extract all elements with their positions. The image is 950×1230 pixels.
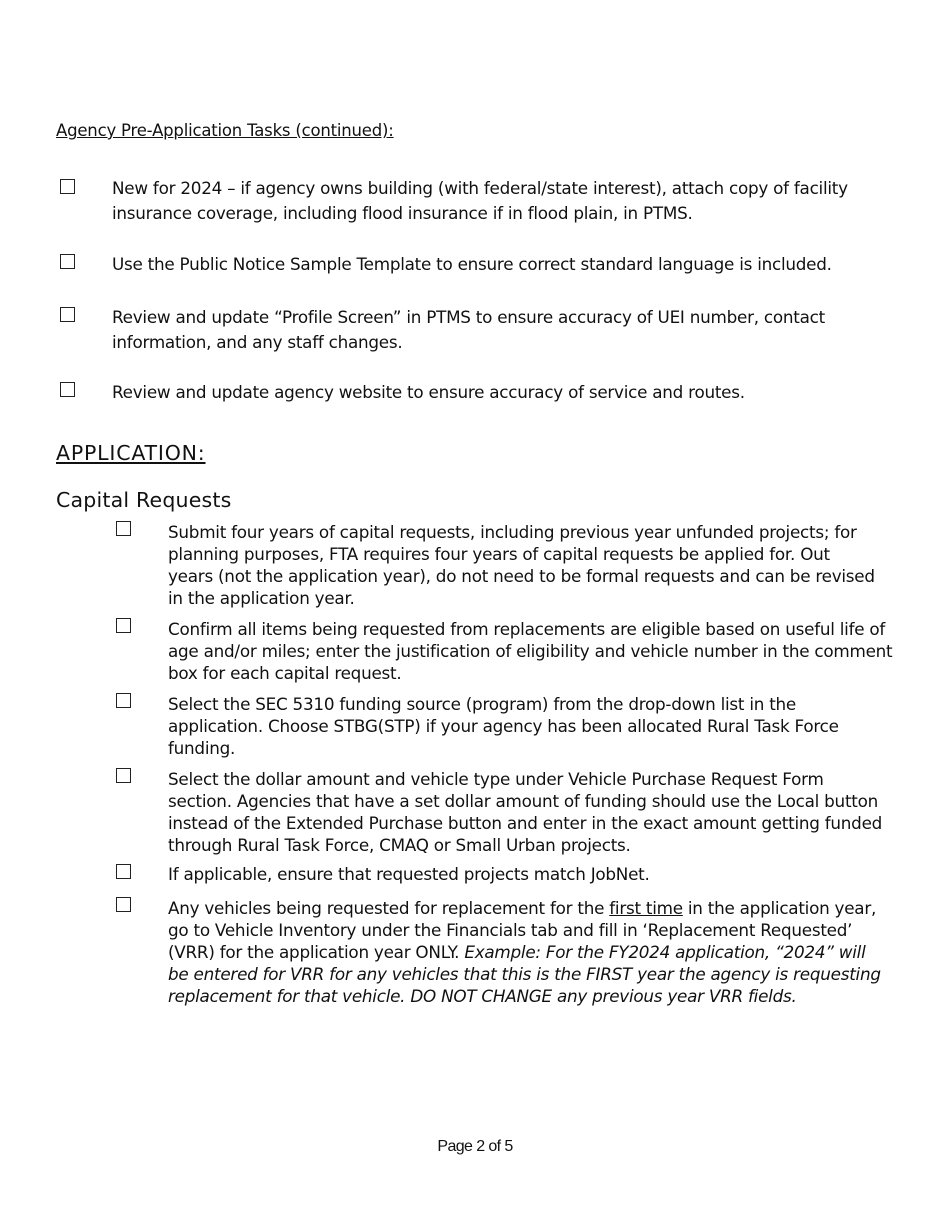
item-line: Use the Public Notice Sample Template to ensure correct standard language is included. (112, 254, 832, 274)
item-line: years (not the application year), do not need to be formal requests and can be revised (168, 566, 875, 586)
checkbox-pre-app-3[interactable] (60, 307, 75, 322)
text-run: in the application year, (682, 898, 877, 918)
pre-app-item-3 (112, 305, 825, 355)
item-line: information, and any staff changes. (112, 332, 403, 352)
item-line: be entered for VRR for any vehicles that this is the FIRST year the agency is requesting (168, 964, 881, 984)
item-line: insurance coverage, including flood insurance if in flood plain, in PTMS. (112, 203, 693, 223)
item-line: Confirm all items being requested from replacements are eligible based on useful life of (168, 619, 886, 639)
capital-item-2 (168, 618, 892, 684)
item-line: go to Vehicle Inventory under the Financials tab and fill in ‘Replacement Requested’ (168, 920, 853, 940)
item-line: Review and update “Profile Screen” in PTMS to ensure accuracy of UEI number, contact (112, 307, 825, 327)
item-line: Submit four years of capital requests, including previous year unfunded projects; for (168, 522, 857, 542)
capital-item-4 (168, 768, 882, 856)
page-number: Page 2 of 5 (437, 1138, 513, 1155)
capital-item-6 (168, 897, 881, 1007)
checkbox-pre-app-4[interactable] (60, 382, 75, 397)
pre-app-item-2 (112, 252, 832, 277)
capital-item-5 (168, 863, 650, 885)
pre-application-heading: Agency Pre-Application Tasks (continued): (56, 121, 394, 140)
checkbox-pre-app-2[interactable] (60, 254, 75, 269)
item-line: Select the dollar amount and vehicle type under Vehicle Purchase Request Form (168, 769, 824, 789)
item-line: application. Choose STBG(STP) if your agency has been allocated Rural Task Force (168, 716, 839, 736)
item-line: in the application year. (168, 588, 355, 608)
pre-app-item-4 (112, 380, 745, 405)
item-line: section. Agencies that have a set dollar amount of funding should use the Local button (168, 791, 879, 811)
checkbox-capital-3[interactable] (116, 693, 131, 708)
checkbox-capital-1[interactable] (116, 521, 131, 536)
capital-item-3 (168, 693, 839, 759)
item-line (168, 941, 881, 963)
capital-requests-heading: Capital Requests (56, 488, 232, 512)
item-line: If applicable, ensure that requested projects match JobNet. (168, 864, 650, 884)
item-line (168, 897, 881, 919)
italic-text: Example: For the FY2024 application, “2024” will (464, 942, 866, 962)
checkbox-capital-4[interactable] (116, 768, 131, 783)
item-line: New for 2024 – if agency owns building (with federal/state interest), attach copy of facility (112, 178, 848, 198)
item-line: Review and update agency website to ensure accuracy of service and routes. (112, 382, 745, 402)
checkbox-capital-6[interactable] (116, 897, 131, 912)
checkbox-capital-2[interactable] (116, 618, 131, 633)
text-run: (VRR) for the application year ONLY. (168, 942, 465, 962)
item-line: through Rural Task Force, CMAQ or Small Urban projects. (168, 835, 631, 855)
checkbox-pre-app-1[interactable] (60, 179, 75, 194)
underlined-text: first time (609, 898, 683, 918)
item-line: replacement for that vehicle. DO NOT CHANGE any previous year VRR fields. (168, 986, 797, 1006)
checkbox-capital-5[interactable] (116, 864, 131, 879)
item-line: instead of the Extended Purchase button and enter in the exact amount getting funded (168, 813, 883, 833)
capital-item-1 (168, 521, 875, 609)
pre-app-item-1 (112, 176, 848, 226)
application-heading: APPLICATION: (56, 441, 206, 465)
item-line: age and/or miles; enter the justification of eligibility and vehicle number in the comment (168, 641, 893, 661)
item-line: planning purposes, FTA requires four years of capital requests be applied for. Out (168, 544, 830, 564)
item-line: funding. (168, 738, 236, 758)
text-run: Any vehicles being requested for replacement for the (168, 898, 610, 918)
item-line: Select the SEC 5310 funding source (program) from the drop-down list in the (168, 694, 796, 714)
item-line: box for each capital request. (168, 663, 402, 683)
